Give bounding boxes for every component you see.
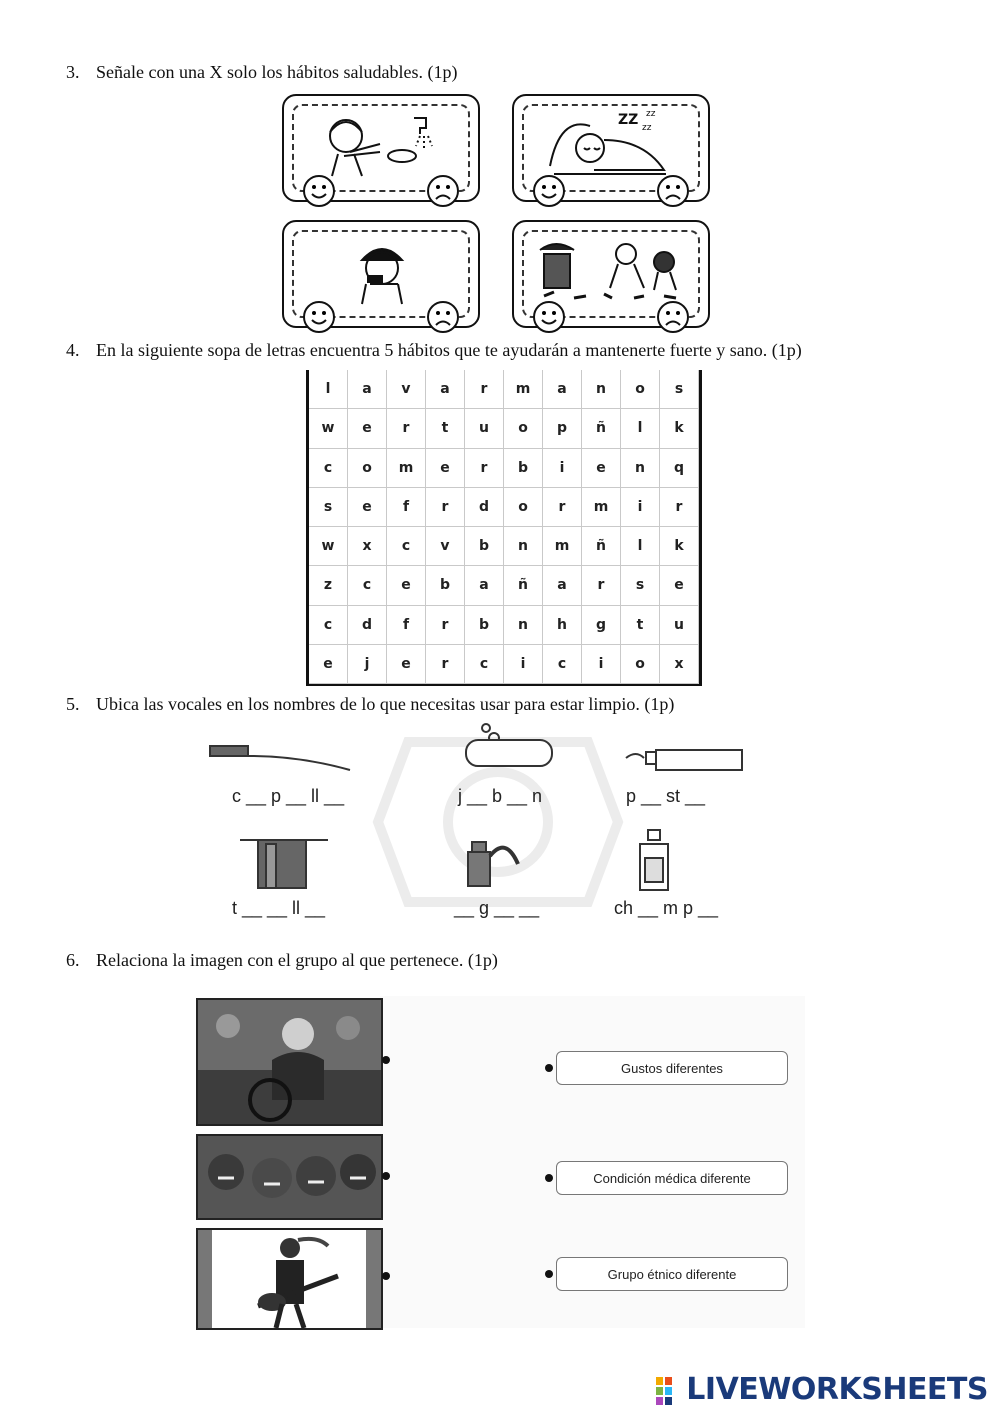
word-search-cell[interactable]: c <box>543 645 582 684</box>
vowel-word-1[interactable]: c __ p __ ll __ <box>232 786 345 806</box>
question-text: En la siguiente sopa de letras encuentra 5 hábitos que te ayudarán a mantenerte fuerte y sano. (1p) <box>96 340 802 360</box>
habit-card-handwashing[interactable] <box>282 94 480 202</box>
word-search-cell[interactable]: a <box>348 370 387 409</box>
toothbrush-icon <box>208 742 354 776</box>
vowel-word-2[interactable]: j __ b __ n <box>458 786 543 806</box>
word-search-cell[interactable]: m <box>543 527 582 566</box>
faucet-icon <box>462 832 522 888</box>
word-search-cell[interactable]: l <box>621 409 660 448</box>
word-search-cell[interactable]: ñ <box>582 527 621 566</box>
word-search-cell[interactable]: c <box>387 527 426 566</box>
word-search-cell[interactable]: x <box>660 645 699 684</box>
word-search-cell[interactable]: w <box>309 527 348 566</box>
word-search-cell[interactable]: s <box>660 370 699 409</box>
match-label-gustos: Gustos diferentes <box>556 1051 788 1085</box>
word-search-cell[interactable]: r <box>543 488 582 527</box>
svg-text:ZZ: ZZ <box>618 112 639 128</box>
word-search-cell[interactable]: n <box>621 449 660 488</box>
vowel-word-6[interactable]: ch __ m p __ <box>614 898 719 918</box>
match-dot-right-3[interactable] <box>545 1270 553 1278</box>
word-search-cell[interactable]: i <box>582 645 621 684</box>
soap-icon <box>464 722 556 770</box>
word-search-cell[interactable]: a <box>465 566 504 605</box>
happy-face-icon[interactable] <box>532 174 566 208</box>
word-search-cell[interactable]: f <box>387 606 426 645</box>
word-search-cell[interactable]: t <box>621 606 660 645</box>
word-search-cell[interactable]: r <box>426 606 465 645</box>
word-search-cell[interactable]: p <box>543 409 582 448</box>
match-label-grupo: Grupo étnico diferente <box>556 1257 788 1291</box>
word-search-cell[interactable]: f <box>387 488 426 527</box>
word-search-grid[interactable] <box>306 370 702 686</box>
word-search-cell[interactable]: o <box>504 488 543 527</box>
word-search-cell[interactable]: c <box>465 645 504 684</box>
word-search-cell[interactable]: r <box>465 370 504 409</box>
word-search-cell[interactable]: r <box>465 449 504 488</box>
word-search-cell[interactable]: o <box>621 645 660 684</box>
word-search-cell[interactable]: s <box>309 488 348 527</box>
word-search-cell[interactable]: e <box>387 645 426 684</box>
word-search-cell[interactable]: n <box>504 606 543 645</box>
word-search-cell[interactable]: e <box>426 449 465 488</box>
word-search-cell[interactable]: a <box>543 370 582 409</box>
word-search-cell[interactable]: j <box>348 645 387 684</box>
word-search-cell[interactable]: r <box>660 488 699 527</box>
sad-face-icon[interactable] <box>656 174 690 208</box>
vowel-word-5[interactable]: __ g __ __ <box>454 898 540 918</box>
word-search-cell[interactable]: l <box>309 370 348 409</box>
question-6 <box>66 950 498 971</box>
liveworksheets-icon <box>656 1375 682 1405</box>
word-search-cell[interactable]: z <box>309 566 348 605</box>
word-search-cell[interactable]: o <box>504 409 543 448</box>
sad-face-icon[interactable] <box>656 300 690 334</box>
question-text: Señale con una X solo los hábitos saludables. (1p) <box>96 62 458 82</box>
word-search-cell[interactable]: v <box>426 527 465 566</box>
word-search-cell[interactable]: ñ <box>504 566 543 605</box>
match-dot-right-1[interactable] <box>545 1064 553 1072</box>
word-search-cell[interactable]: q <box>660 449 699 488</box>
word-search-cell[interactable]: e <box>660 566 699 605</box>
habit-card-sleeping[interactable] <box>512 94 710 202</box>
word-search-cell[interactable]: d <box>465 488 504 527</box>
photo-wheelchair-student[interactable] <box>196 998 383 1126</box>
match-dot-left-3[interactable] <box>382 1272 390 1280</box>
guitarist-photo <box>198 1230 381 1328</box>
word-search-cell[interactable]: n <box>504 527 543 566</box>
word-search-cell[interactable]: e <box>309 645 348 684</box>
word-search-cell[interactable]: x <box>348 527 387 566</box>
question-5 <box>66 694 674 715</box>
vowel-word-4[interactable]: t __ __ ll __ <box>232 898 326 918</box>
word-search-cell[interactable]: r <box>426 488 465 527</box>
word-search-cell[interactable]: g <box>582 606 621 645</box>
word-search-cell[interactable]: b <box>504 449 543 488</box>
word-search-cell[interactable]: w <box>309 409 348 448</box>
wheelchair-student-photo <box>198 1000 381 1124</box>
happy-face-icon[interactable] <box>302 300 336 334</box>
word-search-cell[interactable]: t <box>426 409 465 448</box>
word-search-cell[interactable]: ñ <box>582 409 621 448</box>
word-search-cell[interactable]: m <box>387 449 426 488</box>
word-search-cell[interactable]: o <box>621 370 660 409</box>
toothpaste-icon <box>624 744 746 774</box>
question-number: 6. <box>66 950 80 970</box>
word-search-cell[interactable]: c <box>348 566 387 605</box>
sad-face-icon[interactable] <box>426 174 460 208</box>
match-dot-left-1[interactable] <box>382 1056 390 1064</box>
word-search-cell[interactable]: r <box>582 566 621 605</box>
word-search-cell[interactable]: o <box>348 449 387 488</box>
habit-card-brushing-teeth[interactable] <box>282 220 480 328</box>
vowel-word-3[interactable]: p __ st __ <box>626 786 706 806</box>
word-search-cell[interactable]: h <box>543 606 582 645</box>
word-search-cell[interactable]: s <box>621 566 660 605</box>
word-search-cell[interactable]: e <box>348 488 387 527</box>
word-search-cell[interactable]: b <box>465 527 504 566</box>
word-search-cell[interactable]: r <box>387 409 426 448</box>
word-search-cell[interactable]: a <box>426 370 465 409</box>
shampoo-icon <box>636 828 672 892</box>
word-search-cell[interactable]: b <box>465 606 504 645</box>
happy-face-icon[interactable] <box>532 300 566 334</box>
word-search-cell[interactable]: i <box>543 449 582 488</box>
happy-face-icon[interactable] <box>302 174 336 208</box>
svg-text:zz: zz <box>646 109 656 119</box>
question-4 <box>66 340 802 361</box>
word-search-cell[interactable]: n <box>582 370 621 409</box>
word-search-cell[interactable]: b <box>426 566 465 605</box>
match-dot-right-2[interactable] <box>545 1174 553 1182</box>
match-dot-left-2[interactable] <box>382 1172 390 1180</box>
word-search-cell[interactable]: i <box>621 488 660 527</box>
word-search-cell[interactable]: e <box>348 409 387 448</box>
question-text: Ubica las vocales en los nombres de lo que necesitas usar para estar limpio. (1p) <box>96 694 675 714</box>
question-text: Relaciona la imagen con el grupo al que pertenece. (1p) <box>96 950 498 970</box>
svg-text:zz: zz <box>642 123 652 133</box>
group-friends-photo <box>198 1136 381 1218</box>
word-search-cell[interactable]: u <box>660 606 699 645</box>
brand-name: LIVEWORKSHEETS <box>686 1372 988 1407</box>
photo-guitarist[interactable] <box>196 1228 383 1330</box>
word-search-cell[interactable]: i <box>504 645 543 684</box>
word-search-cell[interactable]: r <box>426 645 465 684</box>
word-search-cell[interactable]: k <box>660 409 699 448</box>
word-search-cell[interactable]: e <box>387 566 426 605</box>
habit-card-littering[interactable] <box>512 220 710 328</box>
word-search-cell[interactable]: k <box>660 527 699 566</box>
word-search-cell[interactable]: e <box>582 449 621 488</box>
word-search-cell[interactable]: v <box>387 370 426 409</box>
word-search-cell[interactable]: m <box>504 370 543 409</box>
towel-icon <box>236 830 332 892</box>
word-search-cell[interactable]: m <box>582 488 621 527</box>
liveworksheets-logo <box>656 1372 988 1407</box>
question-3 <box>66 62 457 83</box>
word-search-cell[interactable]: a <box>543 566 582 605</box>
sad-face-icon[interactable] <box>426 300 460 334</box>
word-search-cell[interactable]: c <box>309 449 348 488</box>
word-search-cell[interactable]: c <box>309 606 348 645</box>
question-number: 4. <box>66 340 80 360</box>
word-search-cell[interactable]: l <box>621 527 660 566</box>
word-search-cell[interactable]: u <box>465 409 504 448</box>
word-search-cell[interactable]: d <box>348 606 387 645</box>
question-number: 5. <box>66 694 80 714</box>
question-number: 3. <box>66 62 80 82</box>
match-label-condicion: Condición médica diferente <box>556 1161 788 1195</box>
photo-group-friends[interactable] <box>196 1134 383 1220</box>
